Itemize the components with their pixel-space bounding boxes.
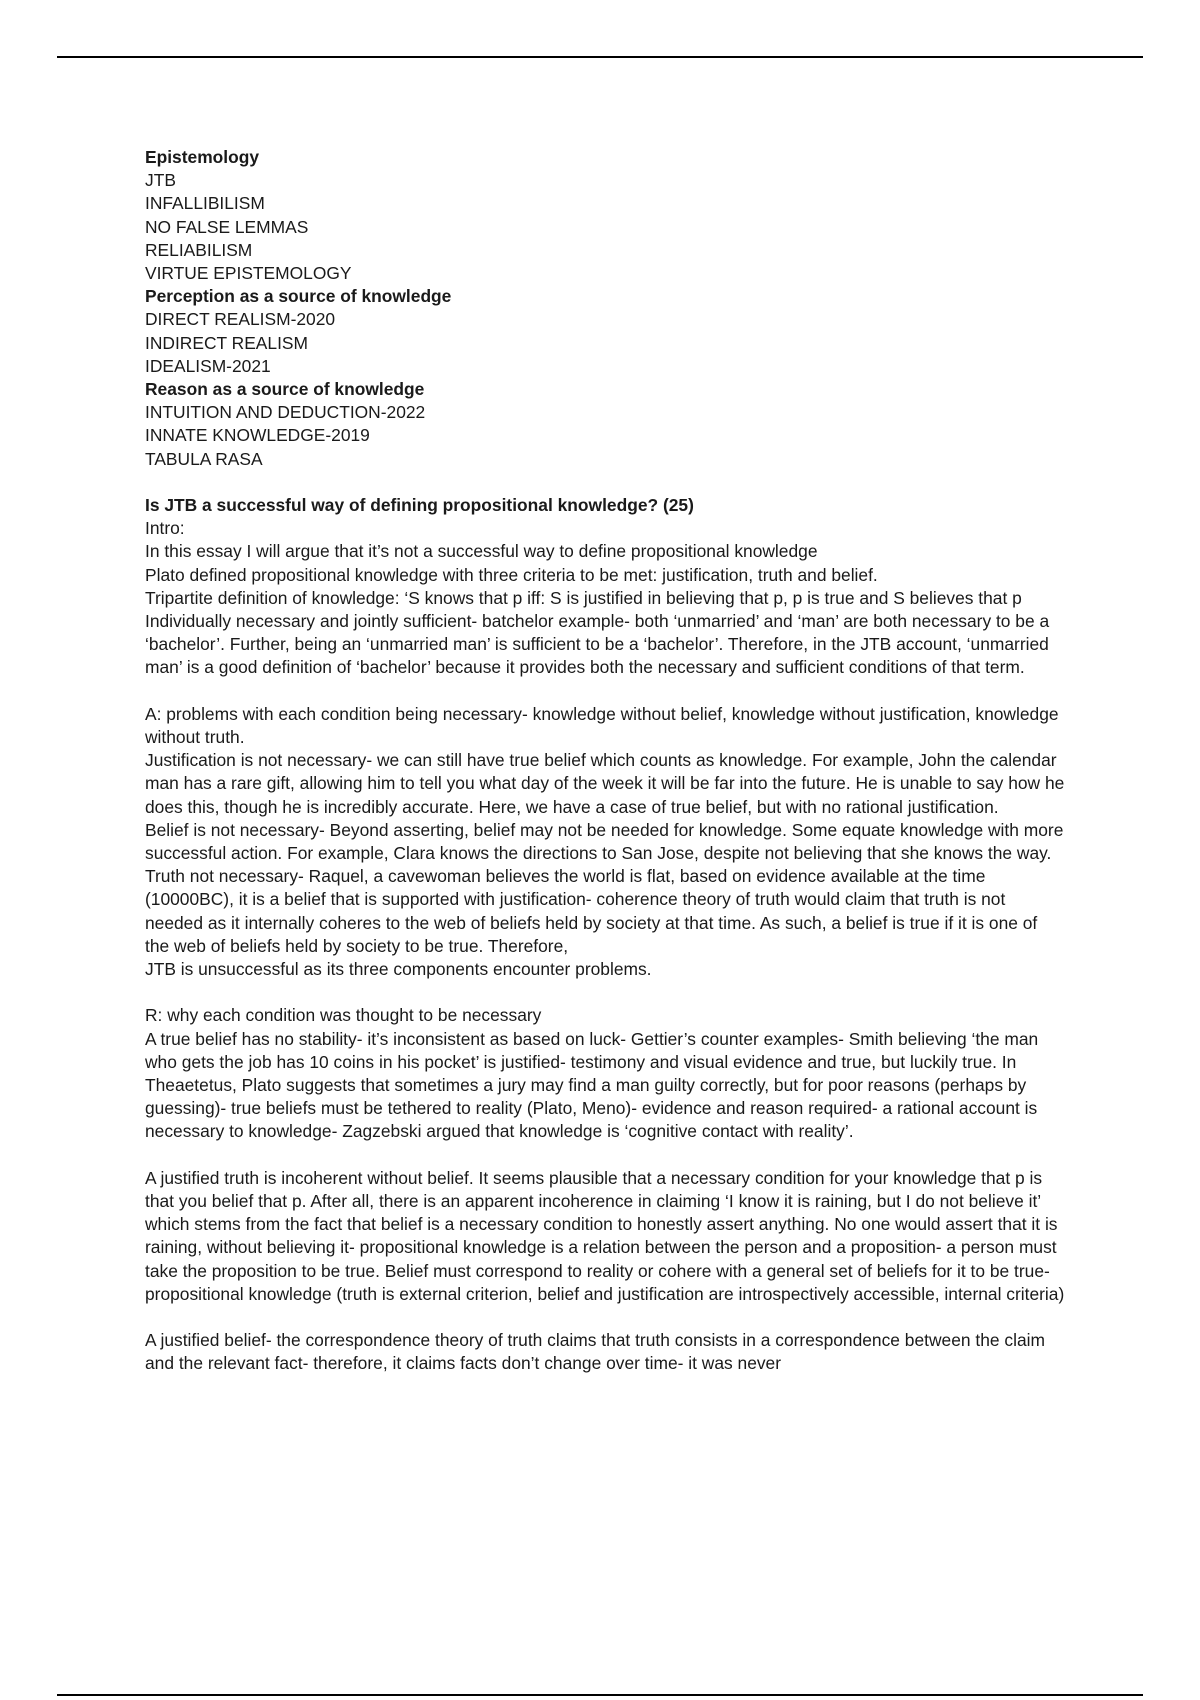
essay [145, 494, 1065, 1376]
intro-label: Intro: [145, 518, 185, 539]
topic-item: NO FALSE LEMMAS [145, 216, 309, 237]
topic-item: INTUITION AND DEDUCTION-2022 [145, 402, 426, 423]
section-a-paragraph: A: problems with each condition being necessary- knowledge without belief, knowledge without justification, knowledge without truth. [145, 703, 1059, 748]
section-a-paragraph: Truth not necessary- Raquel, a cavewoman believes the world is flat, based on evidence available at the time (10000BC), it is a belief that is supported with justification- coherence theory of truth would claim that truth is not needed as it internally coheres to the web of beliefs held by society at that time. As such, a belief is true if it is one of the web of beliefs held by society to be true. Therefore, [145, 866, 1038, 956]
topic-item: JTB [145, 170, 176, 191]
intro-section [145, 540, 1065, 679]
topic-item: INDIRECT REALISM [145, 332, 308, 353]
topic-heading: Perception as a source of knowledge [145, 286, 452, 307]
section-a [145, 703, 1065, 981]
topic-heading: Epistemology [145, 147, 260, 167]
document-body [145, 146, 1065, 1376]
belief-paragraph: A justified truth is incoherent without belief. It seems plausible that a necessary condition for your knowledge that p is that you belief that p. After all, there is an apparent incoherence in claiming ‘I know it is raining, but I do not believe it’ which stems from the fact that belief is a necessary condition to honestly assert anything. No one would assert that it is raining, without believing it- propositional knowledge is a relation between the person and a proposition- a person must take the proposition to be true. Belief must correspond to reality or cohere with a general set of beliefs for it to be true- propositional knowledge (truth is external criterion, belief and justification are introspectively accessible, internal criteria) [145, 1167, 1065, 1304]
intro-paragraph: Tripartite definition of knowledge: ‘S knows that p iff: S is justified in believing that p, p is true and S believes that p [145, 587, 1022, 608]
topic-item: INNATE KNOWLEDGE-2019 [145, 425, 370, 446]
topic-item: DIRECT REALISM-2020 [145, 309, 336, 330]
topic-item: IDEALISM-2021 [145, 355, 271, 376]
topic-heading: Reason as a source of knowledge [145, 379, 425, 400]
intro-paragraph: Individually necessary and jointly sufficient- batchelor example- both ‘unmarried’ and ‘man’ are both necessary to be a ‘bachelor’. Further, being an ‘unmarried man’ is sufficient to be a ‘bachelor’. Therefore, in the JTB account, ‘unmarried man’ is a good definition of ‘bachelor’ because it provides both the necessary and sufficient conditions of that term. [145, 611, 1050, 678]
bottom-rule [57, 1694, 1143, 1696]
intro-paragraph: In this essay I will argue that it’s not a successful way to define propositional knowledge [145, 541, 818, 562]
top-rule [57, 56, 1143, 58]
section-r [145, 1004, 1065, 1143]
topic-item: TABULA RASA [145, 448, 263, 469]
section-a-paragraph: JTB is unsuccessful as its three components encounter problems. [145, 959, 652, 980]
truth-section [145, 1329, 1065, 1375]
section-a-paragraph: Belief is not necessary- Beyond asserting, belief may not be needed for knowledge. Some equate knowledge with more successful action. For example, Clara knows the directions to San Jose, despite not believing that she knows the way. [145, 819, 1064, 864]
section-r-paragraph: A true belief has no stability- it’s inconsistent as based on luck- Gettier’s counter examples- Smith believing ‘the man who gets the job has 10 coins in his pocket’ is justified- testimony and visual evidence and true, but luckily true. In Theaetetus, Plato suggests that sometimes a jury may find a man guilty correctly, but for poor reasons (perhaps by guessing)- true beliefs must be tethered to reality (Plato, Meno)- evidence and reason required- a rational account is necessary to knowledge- Zagzebski argued that knowledge is ‘cognitive contact with reality’. [145, 1028, 1039, 1142]
section-r-paragraph: R: why each condition was thought to be necessary [145, 1005, 542, 1026]
topic-item: RELIABILISM [145, 239, 253, 260]
intro-paragraph: Plato defined propositional knowledge with three criteria to be met: justification, truth and belief. [145, 564, 878, 585]
topic-list [145, 146, 1065, 471]
topic-item: INFALLIBILISM [145, 193, 265, 214]
topic-item: VIRTUE EPISTEMOLOGY [145, 263, 352, 284]
belief-section [145, 1167, 1065, 1306]
truth-paragraph: A justified belief- the correspondence theory of truth claims that truth consists in a correspondence between the claim and the relevant fact- therefore, it claims facts don’t change over time- it was never [145, 1330, 1045, 1374]
section-a-paragraph: Justification is not necessary- we can still have true belief which counts as knowledge. For example, John the calendar man has a rare gift, allowing him to tell you what day of the week it will be far into the future. He is unable to say how he does this, though he is incredibly accurate. Here, we have a case of true belief, but with no rational justification. [145, 750, 1065, 817]
essay-question: Is JTB a successful way of defining propositional knowledge? (25) [145, 495, 694, 516]
